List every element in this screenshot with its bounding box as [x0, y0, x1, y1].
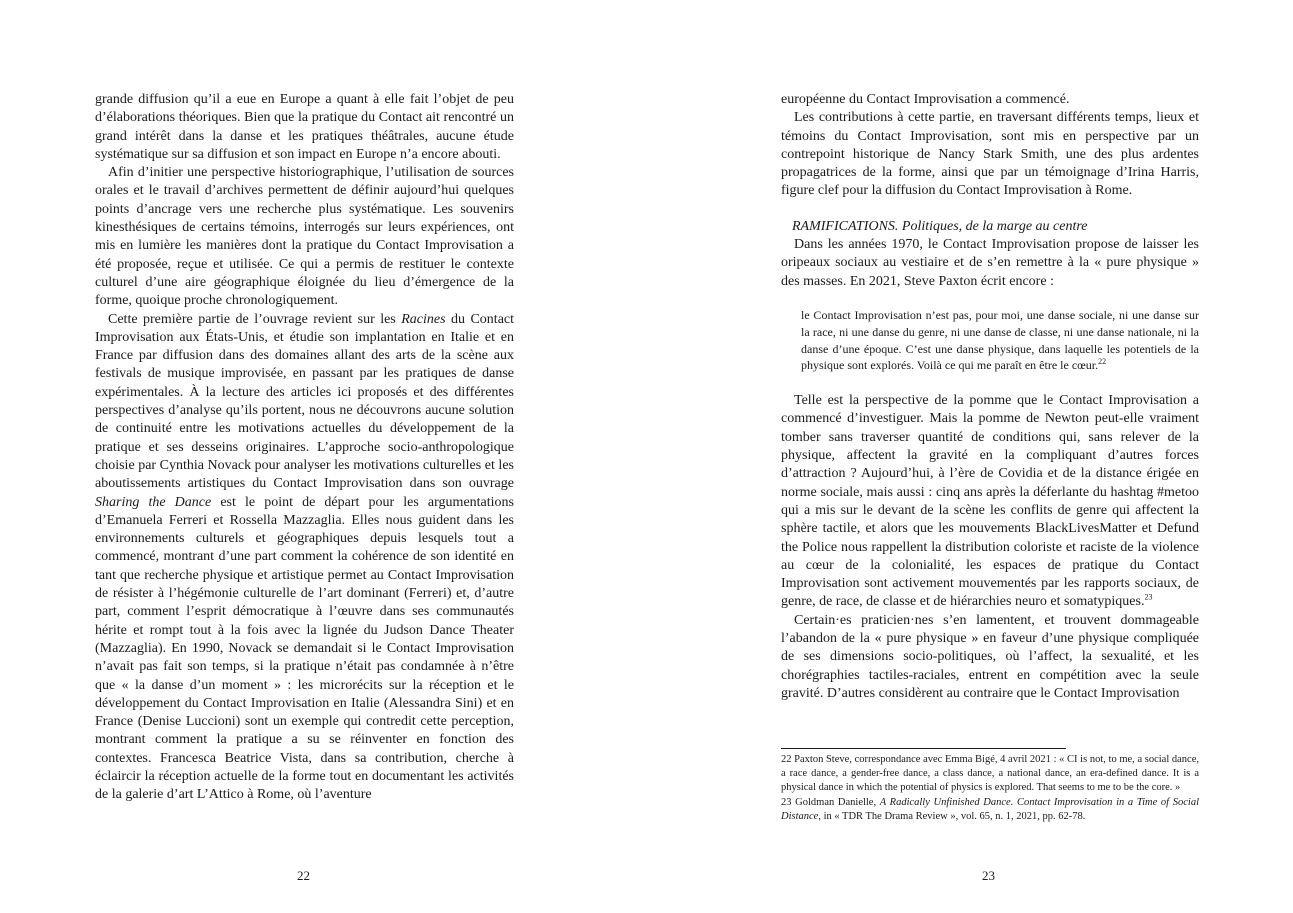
footnote-divider: [781, 748, 1066, 749]
paragraph: Les contributions à cette partie, en traversant différents temps, lieux et témoins du Contact Improvisation, sont mis en perspective par un contrepoint historique de Nancy Stark Smith, une des plus ardentes propagatrices de la forme, ainsi que par un témoignage d’Irina Harris, figure clef pour la diffusion du Contact Improvisation à Rome.: [781, 110, 1199, 199]
text-run: est le point de départ pour les argumentations d’Emanuela Ferreri et Rossella Mazzaglia. Elles nous guident dans les environnements culturels et géographiques depuis lesquels tout a commencé, montrant d’une part comment la cohérence de son identité en tant que recherche physique et artistique permet au Contact Improvisation de résister à l’hégémonie culturelle de l’art dominant (Ferreri) et, d’autre part, comment l’esprit démocratique à l’œuvre dans ses communautés hérite et rompt tout à la fois avec la lignée du Judson Dance Theater (Mazzaglia). En 1990, Novack se demandait si le Contact Improvisation n’avait pas fait son temps, si la pratique n’était pas condamnée à n’être que « la danse d’un moment » : les microrécits sur la réception et le développement du Contact Improvisation en Italie (Alessandra Sini) et en France (Denise Luccioni) sont un exemple qui contredit cette perception, montrant comment la pratique a su se réinventer en fonction des contextes. Francesca Beatrice Vista, dans sa contribution, cherche à éclaircir la réception actuelle de la forme tout en documentant les activités de la galerie d’art L’Attico à Rome, où l’aventure: [95, 494, 514, 803]
text-run: , in « TDR The Drama Review », vol. 65, n. 1, 2021, pp. 62-78.: [818, 810, 1086, 822]
text-run: Cette première partie de l’ouvrage revient sur les: [108, 311, 402, 327]
text-run: Telle est la perspective de la pomme que le Contact Improvisation a commencé d’investiguer. Mais la pomme de Newton peut-elle vraiment tomber sans traverser quantité de conditions qui, sans relever de la physique, affectent la gravité en la compliquant d’autres forces d’attraction ? Aujourd’hui, à l’ère de Covidia et de la distance érigée en norme sociale, mais aussi : cinq ans après la déferlante du hashtag #metoo qui a mis sur le devant de la scène les conflits de genre qui affectent la sphère tactile, et alors que les mouvements BlackLivesMatter et Defund the Police nous rappellent la distribution coloriste et raciste de la violence au cœur de la colonialité, les espaces de pratique du Contact Improvisation sont activement mouvementés par les rapports sociaux, de genre, de race, de classe et de hiérarchies neuro et somatypiques.: [781, 393, 1199, 610]
footnote-23: [781, 796, 1199, 824]
paragraph: Dans les années 1970, le Contact Improvisation propose de laisser les oripeaux sociaux au vestiaire et de s’en remettre à la « pure physique » des masses. En 2021, Steve Paxton écrit encore :: [781, 237, 1199, 289]
section-subheading: RAMIFICATIONS. Politiques, de la marge au centre: [792, 218, 1088, 234]
footnote-22: 22 Paxton Steve, correspondance avec Emma Bigé, 4 avril 2021 : « CI is not, to me, a social dance, a race dance, a gender-free dance, a class dance, a national dance, an era-defined dance. It is a physical dance in which the potential of physics is explored. That seems to me to be the core. »: [781, 754, 1199, 794]
paragraph: [95, 311, 514, 805]
footnote-ref[interactable]: 23: [1144, 592, 1153, 602]
block-quote: [801, 307, 1199, 374]
book-title: Sharing the Dance: [95, 494, 212, 510]
left-page: [0, 0, 646, 913]
footnote-ref[interactable]: 22: [1098, 357, 1107, 367]
right-text-column: [781, 91, 1199, 703]
text-run: du Contact Improvisation aux États-Unis, et étudie son implantation en Italie et en France par diffusion dans des domaines allant des arts de la scène aux festivals de musique improvisée, en passant par les pratiques de danse expérimentales. À la lecture des articles ici proposés et des différentes perspectives d’analyse qu’ils portent, nous ne découvrons aucune solution de continuité entre les motivations actuelles du développement de la pratique et ses desseins originaires. L’approche socio-anthropologique choisie par Cynthia Novack pour analyser les motivations culturelles et les aboutissements artistiques du Contact Improvisation dans son ouvrage: [95, 311, 515, 492]
paragraph: grande diffusion qu’il a eue en Europe a quant à elle fait l’objet de peu d’élaborations théoriques. Bien que la pratique du Contact ait rencontré un grand intérêt dans la danse et les pratiques théâtrales, aucune étude systématique sur sa diffusion et son impact en Europe n’a encore abouti.: [95, 92, 514, 162]
page-number: 23: [982, 868, 995, 883]
paragraph: [781, 392, 1199, 612]
page-number: 22: [297, 868, 310, 883]
text-run: 23 Goldman Danielle,: [781, 796, 880, 808]
paragraph: Certain·es praticien·nes s’en lamentent, et trouvent dommageable l’abandon de la « pure physique » en faveur d’une physique compliquée de ses dimensions socio-politiques, où l’affect, la sexualité, et les chorégraphies tactiles-raciales, entrent en compétition avec la seule gravité. D’autres considèrent au contraire que le Contact Improvisation: [781, 612, 1199, 701]
footnotes: [781, 748, 1199, 824]
left-text-column: [95, 91, 514, 805]
quote-text: le Contact Improvisation n’est pas, pour moi, une danse sociale, ni une danse sur la race, ni une danse du genre, ni une danse de classe, ni une danse nationale, ni la danse d’une époque. C’est une danse physique, dans laquelle les potentiels de la physique sont explorés. Voilà ce qui me paraît en être le cœur.: [801, 307, 1199, 373]
right-page: [646, 0, 1293, 913]
italic-term: Racines: [401, 311, 446, 327]
article-title: A Radically Unfinished Dance. Contact Improvisation in a Time of Social Distance: [781, 796, 1199, 822]
paragraph: européenne du Contact Improvisation a commencé.: [781, 92, 1070, 107]
paragraph: Afin d’initier une perspective historiographique, l’utilisation de sources orales et le travail d’archives permettent de définir aujourd’hui quelques points d’ancrage vers une recherche plus systématique. Les souvenirs kinesthésiques de certains témoins, interrogés sur leurs expériences, ont mis en lumière les manières dont la pratique du Contact Improvisation a été proposée, reçue et utilisée. Ce qui a permis de restituer le contexte culturel d’une aire géographique éloignée du lieu d’émergence de la forme, quoique proche chronologiquement.: [95, 165, 514, 309]
